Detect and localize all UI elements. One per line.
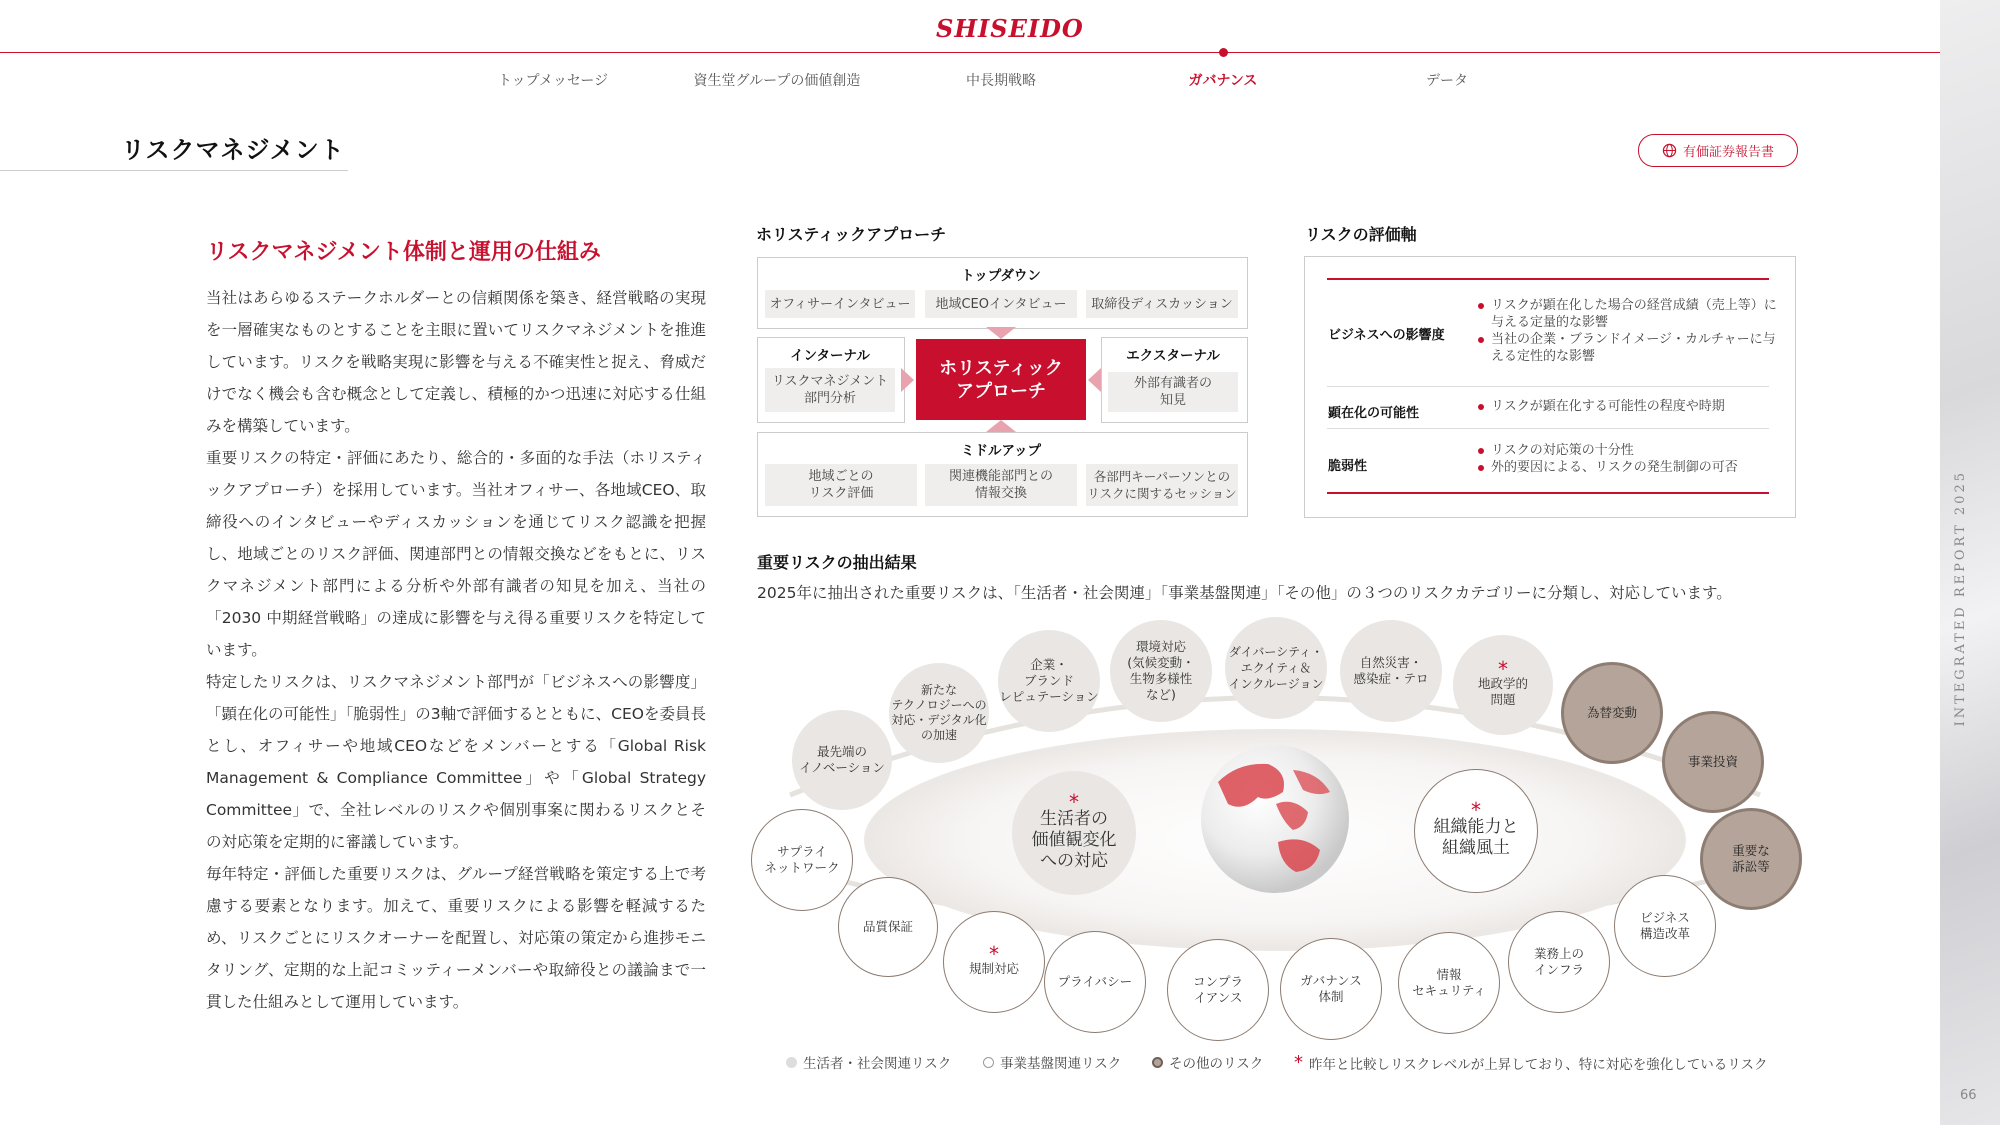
paragraph: 当社はあらゆるステークホルダーとの信頼関係を築き、経営戦略の実現を一層確実なものとすることを主眼に置いてリスクマネジメントを推進しています。リスクを戦略実現に影響を与える不確実性と捉え、脅威だけでなく機会も含む概念として定義し、積極的かつ迅速に対応する仕組みを構築しています。 — [206, 289, 706, 435]
nav-strategy[interactable]: 中長期戦略 — [966, 73, 1036, 89]
paragraph: 特定したリスクは、リスクマネジメント部門が「ビジネスへの影響度」「顕在化の可能性」「脆弱性」の3軸で評価するとともに、CEOを委員長とし、オフィサーや地域CEOなどをメンバーとする「Global Risk Management & Compliance Committee」や「Global Strategy Committee」で、全社レベルのリスクや個別事案に関わるリスクとその対応策を定期的に審議しています。 — [206, 673, 706, 851]
results-title: 重要リスクの抽出結果 — [757, 553, 917, 572]
star-marker: * — [1294, 1052, 1303, 1073]
axis-point: リスクの対応策の十分性 — [1477, 442, 1777, 459]
axes-top-rule — [1327, 278, 1769, 280]
risk-label: 情報 セキュリティ — [1412, 967, 1486, 998]
chip-keyperson-session: 各部門キーパーソンとの リスクに関するセッション — [1086, 464, 1238, 506]
internal-head: インターナル — [790, 348, 870, 364]
risk-label: ガバナンス 体制 — [1300, 973, 1362, 1004]
risk-label: ダイバーシティ・ エクイティ＆ インクルージョン — [1228, 645, 1324, 691]
risk-label: プライバシー — [1057, 974, 1133, 989]
axis-point: リスクが顕在化した場合の経営成績（売上等）に与える定量的な影響 — [1477, 297, 1777, 331]
securities-report-label: 有価証券報告書 — [1682, 145, 1774, 160]
page-number: 66 — [1960, 1088, 1977, 1103]
risk-quality — [838, 877, 938, 977]
risk-label: 最先端の イノベーション — [799, 744, 885, 775]
risk-innovation — [792, 710, 892, 810]
legend-swatch — [983, 1057, 994, 1068]
risk-label: 環境対応 (気候変動・ 生物多様性 など) — [1127, 639, 1195, 702]
risk-label: 重要な 訴訟等 — [1732, 843, 1770, 874]
risk-geopolitics — [1453, 635, 1553, 735]
header-rule — [0, 52, 1940, 53]
risk-label: サプライ ネットワーク — [764, 844, 840, 875]
risk-governance — [1280, 938, 1382, 1040]
legend-label: 事業基盤関連リスク — [1000, 1056, 1122, 1072]
results-intro: 2025年に抽出された重要リスクは、「生活者・社会関連」「事業基盤関連」「その他」の３つのリスクカテゴリーに分類し、対応しています。 — [757, 584, 1732, 602]
risk-restructuring — [1614, 875, 1716, 977]
axis-label-vulnerability: 脆弱性 — [1328, 459, 1368, 474]
legend-swatch — [786, 1057, 797, 1068]
risk-label: 生活者の 価値観変化 への対応 — [1031, 808, 1117, 871]
title-underline — [0, 170, 348, 171]
section-heading: リスクマネジメント体制と運用の仕組み — [206, 240, 601, 265]
holistic-core: ホリスティック アプローチ — [916, 339, 1086, 420]
legend-social — [786, 1052, 951, 1072]
risk-label: 組織能力と 組織風土 — [1433, 817, 1519, 858]
risk-infrastructure — [1508, 911, 1610, 1013]
chip-info-exchange: 関連機能部門との 情報交換 — [925, 464, 1077, 506]
risk-label: 為替変動 — [1586, 705, 1637, 720]
chip-external-experts: 外部有識者の 知見 — [1108, 372, 1238, 412]
risk-label: コンプラ イアンス — [1192, 974, 1243, 1005]
axis-label-impact: ビジネスへの影響度 — [1328, 328, 1445, 343]
legend-swatch — [1152, 1057, 1163, 1068]
risk-label: 規制対応 — [968, 961, 1019, 976]
risk-fx — [1561, 662, 1663, 764]
risk-label: 企業・ ブランド レピュテーション — [999, 657, 1099, 704]
risk-label: 新たな テクノロジーへの 対応・デジタル化 の加速 — [891, 683, 987, 742]
axes-divider — [1327, 386, 1769, 387]
risk-label: 事業投資 — [1687, 754, 1738, 769]
arrow-left — [1088, 368, 1101, 392]
body-text — [206, 282, 706, 1018]
star-marker: * — [1069, 789, 1079, 814]
chip-officer-interview: オフィサーインタビュー — [765, 290, 915, 318]
nav-top-message[interactable]: トップメッセージ — [497, 73, 609, 89]
chip-regional-ceo-interview: 地域CEOインタビュー — [925, 290, 1077, 318]
risk-label: 地政学的 問題 — [1477, 676, 1528, 707]
risk-supply-network — [751, 809, 853, 911]
risk-investment — [1662, 711, 1764, 813]
risk-privacy — [1044, 931, 1146, 1033]
axes-box — [1304, 256, 1796, 518]
securities-report-button[interactable] — [1638, 134, 1798, 167]
axis-desc-impact — [1477, 297, 1777, 365]
risk-label: ビジネス 構造改革 — [1639, 910, 1690, 941]
star-marker: * — [1498, 657, 1508, 681]
chip-board-discussion: 取締役ディスカッション — [1086, 290, 1238, 318]
middleup-head: ミドルアップ — [960, 443, 1042, 459]
globe-icon — [1198, 742, 1352, 896]
nav-governance[interactable]: ガバナンス — [1188, 73, 1258, 89]
axes-divider — [1327, 428, 1769, 429]
risk-label: 品質保証 — [862, 919, 913, 934]
risk-dei — [1225, 617, 1327, 719]
topdown-head: トップダウン — [961, 268, 1041, 284]
holistic-title: ホリスティックアプローチ — [756, 225, 947, 244]
axis-desc-vulnerability — [1477, 442, 1777, 476]
arrow-down — [986, 327, 1016, 339]
risk-compliance — [1167, 939, 1269, 1041]
risk-organization — [1414, 769, 1538, 893]
legend-label: 生活者・社会関連リスク — [803, 1056, 952, 1072]
nav-data[interactable]: データ — [1426, 73, 1468, 89]
axis-point: 当社の企業・ブランドイメージ・カルチャーに与える定性的な影響 — [1477, 331, 1777, 365]
legend-label: 昨年と比較しリスクレベルが上昇しており、特に対応を強化しているリスク — [1309, 1056, 1768, 1073]
legend-star — [1294, 1052, 1767, 1073]
legend-business — [983, 1052, 1121, 1072]
globe-icon — [1662, 143, 1677, 158]
axes-bottom-rule — [1327, 492, 1769, 494]
axis-point: リスクが顕在化する可能性の程度や時期 — [1477, 398, 1777, 415]
risk-label: 自然災害・ 感染症・テロ — [1353, 655, 1429, 686]
legend-label: その他のリスク — [1169, 1056, 1264, 1072]
risk-label: 業務上の インフラ — [1533, 946, 1584, 977]
axes-title: リスクの評価軸 — [1305, 225, 1417, 244]
shiseido-logo[interactable]: SHISEIDO — [936, 14, 1084, 43]
active-nav-marker — [1219, 48, 1228, 57]
legend-other — [1152, 1052, 1263, 1072]
paragraph: 毎年特定・評価した重要リスクは、グループ経営戦略を策定する上で考慮する要素となります。加えて、重要リスクによる影響を軽減するため、リスクごとにリスクオーナーを配置し、対応策の策定から進捗モニタリング、定期的な上記コミッティーメンバーや取締役との議論まで一貫した仕組みとして運用しています。 — [206, 865, 706, 1011]
risk-environment — [1110, 620, 1212, 722]
risk-consumer-values — [1012, 771, 1136, 895]
risk-technology — [889, 663, 989, 763]
paragraph: 重要リスクの特定・評価にあたり、総合的・多面的な手法（ホリスティックアプローチ）を採用しています。当社オフィサー、各地域CEO、取締役へのインタビューやディスカッションを通じてリスク認識を把握し、地域ごとのリスク評価、関連部門との情報交換などをもとに、リスクマネジメント部門による分析や外部有識者の知見を加え、当社の「2030 中期経営戦略」の達成に影響を与え得る重要リスクを特定しています。 — [206, 449, 706, 659]
nav-value-creation[interactable]: 資生堂グループの価値創造 — [693, 73, 861, 89]
axis-label-likelihood: 顕在化の可能性 — [1328, 406, 1420, 421]
risk-infosec — [1398, 932, 1500, 1034]
side-band — [1940, 0, 2000, 1125]
external-head: エクスターナル — [1126, 348, 1220, 364]
star-marker: * — [1471, 798, 1481, 822]
side-label: INTEGRATED REPORT 2025 — [1953, 470, 1968, 727]
axis-point: 外的要因による、リスクの発生制御の可否 — [1477, 459, 1777, 476]
page-title: リスクマネジメント — [121, 136, 345, 164]
star-marker: * — [989, 942, 999, 966]
risk-regulation — [943, 911, 1045, 1013]
arrow-up — [986, 420, 1016, 432]
risk-lawsuit — [1700, 808, 1802, 910]
chip-rm-analysis: リスクマネジメント 部門分析 — [765, 368, 895, 412]
risk-disaster — [1340, 620, 1442, 722]
axis-desc-likelihood — [1477, 398, 1777, 415]
risk-brand-reputation — [998, 630, 1100, 732]
chip-regional-risk-eval: 地域ごとの リスク評価 — [765, 464, 917, 506]
arrow-right — [901, 368, 914, 392]
